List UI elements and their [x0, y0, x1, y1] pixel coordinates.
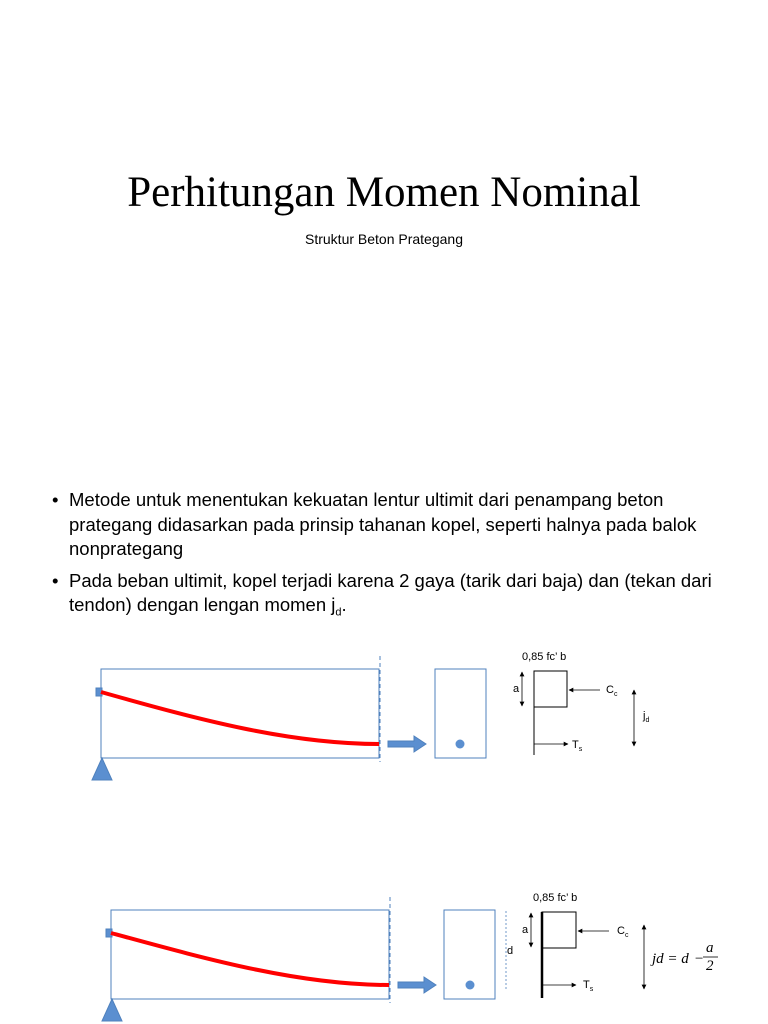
page-subtitle: Struktur Beton Prategang — [305, 231, 463, 247]
block-arrow-icon — [398, 977, 436, 993]
stress-label: 0,85 fc’ b — [522, 651, 567, 663]
jd-formula — [650, 940, 718, 974]
stress-block — [542, 912, 576, 948]
stress-label: 0,85 fc’ b — [533, 892, 578, 904]
bullet-subscript: d — [335, 606, 342, 619]
tendon-profile — [111, 933, 389, 985]
bullet-end: . — [341, 594, 347, 615]
page-title: Perhitungan Momen Nominal — [127, 169, 641, 216]
ts-label: $T_s$ — [583, 979, 594, 993]
diagram-2 — [102, 892, 718, 1021]
formula-lhs: jd = d — [652, 951, 689, 967]
cc-label: $C_c$ — [617, 925, 629, 939]
bullet-text: Metode untuk menentukan kekuatan lentur ultimit dari penampang beton prategang didasarkan pada prinsip tahanan kopel, seperti halnya pada balok nonprategang — [69, 489, 697, 559]
pin-support-icon — [92, 758, 112, 780]
tendon-profile — [101, 692, 379, 744]
ts-label: $T_s$ — [572, 739, 583, 753]
cc-label: $C_c$ — [606, 684, 618, 698]
tendon-dot — [466, 981, 475, 990]
tendon-dot — [456, 740, 465, 749]
formula-minus: − — [694, 951, 705, 967]
stress-block — [534, 671, 567, 707]
bullet-text: Pada beban ultimit, kopel terjadi karena 2 gaya (tarik dari baja) dan (tekan dari tendon) dengan lengan momen j — [69, 569, 712, 615]
formula-denominator: 2 — [706, 958, 714, 974]
block-arrow-icon — [388, 736, 426, 752]
formula-numerator: a — [706, 940, 714, 956]
diagram-1 — [92, 651, 649, 780]
a-label: a — [513, 683, 520, 695]
d-label: d — [507, 945, 514, 957]
a-label: a — [522, 924, 529, 936]
beam-outline — [101, 669, 379, 758]
jd-label: $j_d$ — [643, 710, 650, 724]
pin-support-icon — [102, 999, 122, 1021]
beam-outline — [111, 910, 389, 999]
